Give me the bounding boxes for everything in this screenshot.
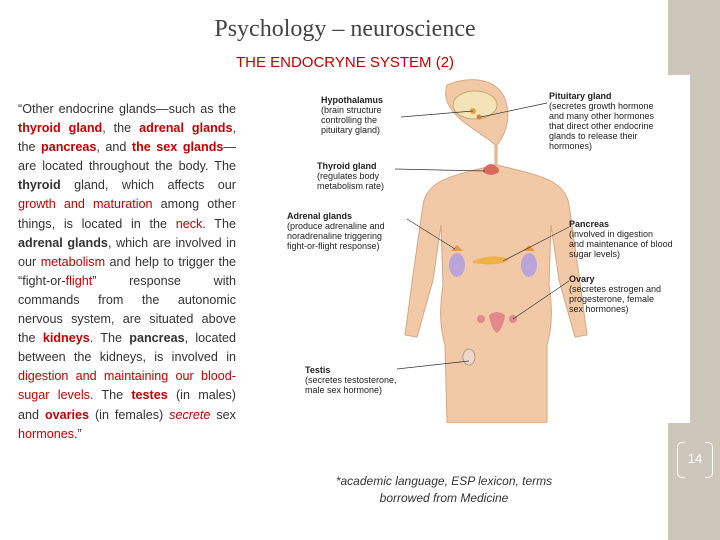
label-desc: (regulates body	[317, 171, 380, 181]
label-desc: controlling the	[321, 115, 378, 125]
label-desc: metabolism rate)	[317, 181, 385, 191]
body-segment: flight	[65, 273, 93, 288]
page-number	[677, 442, 713, 476]
body-segment: thyroid	[18, 178, 61, 193]
label-title: Pancreas	[569, 219, 610, 229]
body-segment: pancreas	[41, 140, 97, 155]
body-segment: . The	[89, 388, 132, 403]
slide-subtitle: THE ENDOCRYNE SYSTEM (2)	[235, 54, 455, 71]
pituitary-dot	[477, 115, 482, 120]
body-segment: . The	[89, 331, 130, 346]
label-desc: (involved in digestion	[569, 229, 654, 239]
label-desc: pituitary gland)	[321, 125, 381, 135]
body-segment: , located between the kidneys, is involved in	[18, 331, 236, 365]
body-segment: , the	[102, 121, 140, 136]
label-desc: and maintenance of blood	[569, 239, 673, 249]
label-testis	[305, 365, 397, 395]
body-segment: pancreas	[129, 331, 185, 346]
label-title: Pituitary gland	[549, 91, 612, 101]
body-segment: (in males) and	[18, 388, 236, 422]
slide-title: Psychology – neuroscience	[214, 16, 476, 42]
body-segment: digestion and maintaining our blood-sugar levels	[18, 369, 236, 403]
testis	[463, 349, 475, 365]
label-desc: sex hormones)	[569, 304, 629, 314]
label-title: Hypothalamus	[321, 95, 384, 105]
body-segment: kidneys	[42, 331, 90, 346]
label-hypothalamus	[321, 95, 383, 135]
body-segment: and help to trigger the “fight-or-	[18, 254, 236, 288]
label-desc: and many other hormones	[549, 111, 655, 121]
footnote-line: *academic language, ESP lexicon, terms	[335, 474, 553, 488]
label-desc: glands to release their	[549, 131, 638, 141]
body-paragraph	[18, 100, 236, 444]
body-segment: secrete	[169, 407, 211, 422]
body-segment: thyroid gland	[18, 121, 103, 136]
label-title: Thyroid gland	[317, 161, 377, 171]
label-title: Ovary	[569, 274, 595, 284]
body-segment: adrenal glands	[139, 121, 233, 136]
body-segment: neck	[175, 216, 203, 231]
body-segment: .”	[74, 426, 82, 441]
label-ovary	[569, 274, 661, 314]
label-desc: noradrenaline triggering	[287, 231, 383, 241]
label-desc: sugar levels)	[569, 249, 621, 259]
label-pituitary	[549, 91, 654, 151]
body-segment: , and	[96, 140, 132, 155]
body-segment: ovaries	[44, 407, 90, 422]
body-segment: hormones	[18, 426, 75, 441]
body-segment: sex	[210, 407, 236, 422]
label-desc: progesterone, female	[569, 294, 655, 304]
body-segment: “Other endocrine glands—such as the	[18, 102, 236, 116]
body-segment: the sex glands	[131, 140, 224, 155]
left-kidney	[449, 253, 465, 277]
page-number-text: 14	[687, 451, 703, 466]
body-segment: testes	[131, 388, 168, 403]
footnote-line: borrowed from Medicine	[379, 491, 509, 505]
label-thyroid	[317, 161, 384, 191]
body-segment: , the	[18, 121, 236, 155]
body-segment: ” response with commands from the autonomic nervous system, are situated above the	[18, 273, 236, 346]
body-segment: —are located throughout the body. The	[18, 140, 236, 174]
label-desc: (produce adrenaline and	[287, 221, 385, 231]
right-bracket	[705, 442, 713, 478]
body-segment: growth and maturation	[18, 197, 153, 212]
left-bracket	[677, 442, 685, 478]
body-segment: (in females)	[89, 407, 170, 422]
label-desc: (secretes estrogen and	[569, 284, 662, 294]
right-kidney	[521, 253, 537, 277]
endocrine-diagram	[287, 75, 690, 423]
body-segment: , which are involved in our	[18, 235, 237, 269]
label-pancreas	[569, 219, 673, 259]
label-desc: hormones)	[549, 141, 593, 151]
label-desc: male sex hormone)	[305, 385, 383, 395]
body-segment: metabolism	[40, 254, 106, 269]
label-adrenal	[287, 211, 385, 251]
footnote-box	[318, 470, 570, 513]
label-title: Adrenal glands	[287, 211, 353, 221]
label-desc: (brain structure	[321, 105, 382, 115]
body-segment: . The	[202, 216, 236, 231]
body-segment: gland, which affects our	[60, 178, 236, 193]
label-desc: (secretes testosterone,	[305, 375, 397, 385]
label-desc: (secretes growth hormone	[549, 101, 654, 111]
label-desc: fight-or-flight response)	[287, 241, 380, 251]
label-title: Testis	[305, 365, 331, 375]
body-segment: among other things, is located in the	[18, 197, 236, 231]
body-segment: adrenal glands	[18, 235, 108, 250]
ovary-left	[477, 315, 485, 323]
label-desc: that direct other endocrine	[549, 121, 654, 131]
